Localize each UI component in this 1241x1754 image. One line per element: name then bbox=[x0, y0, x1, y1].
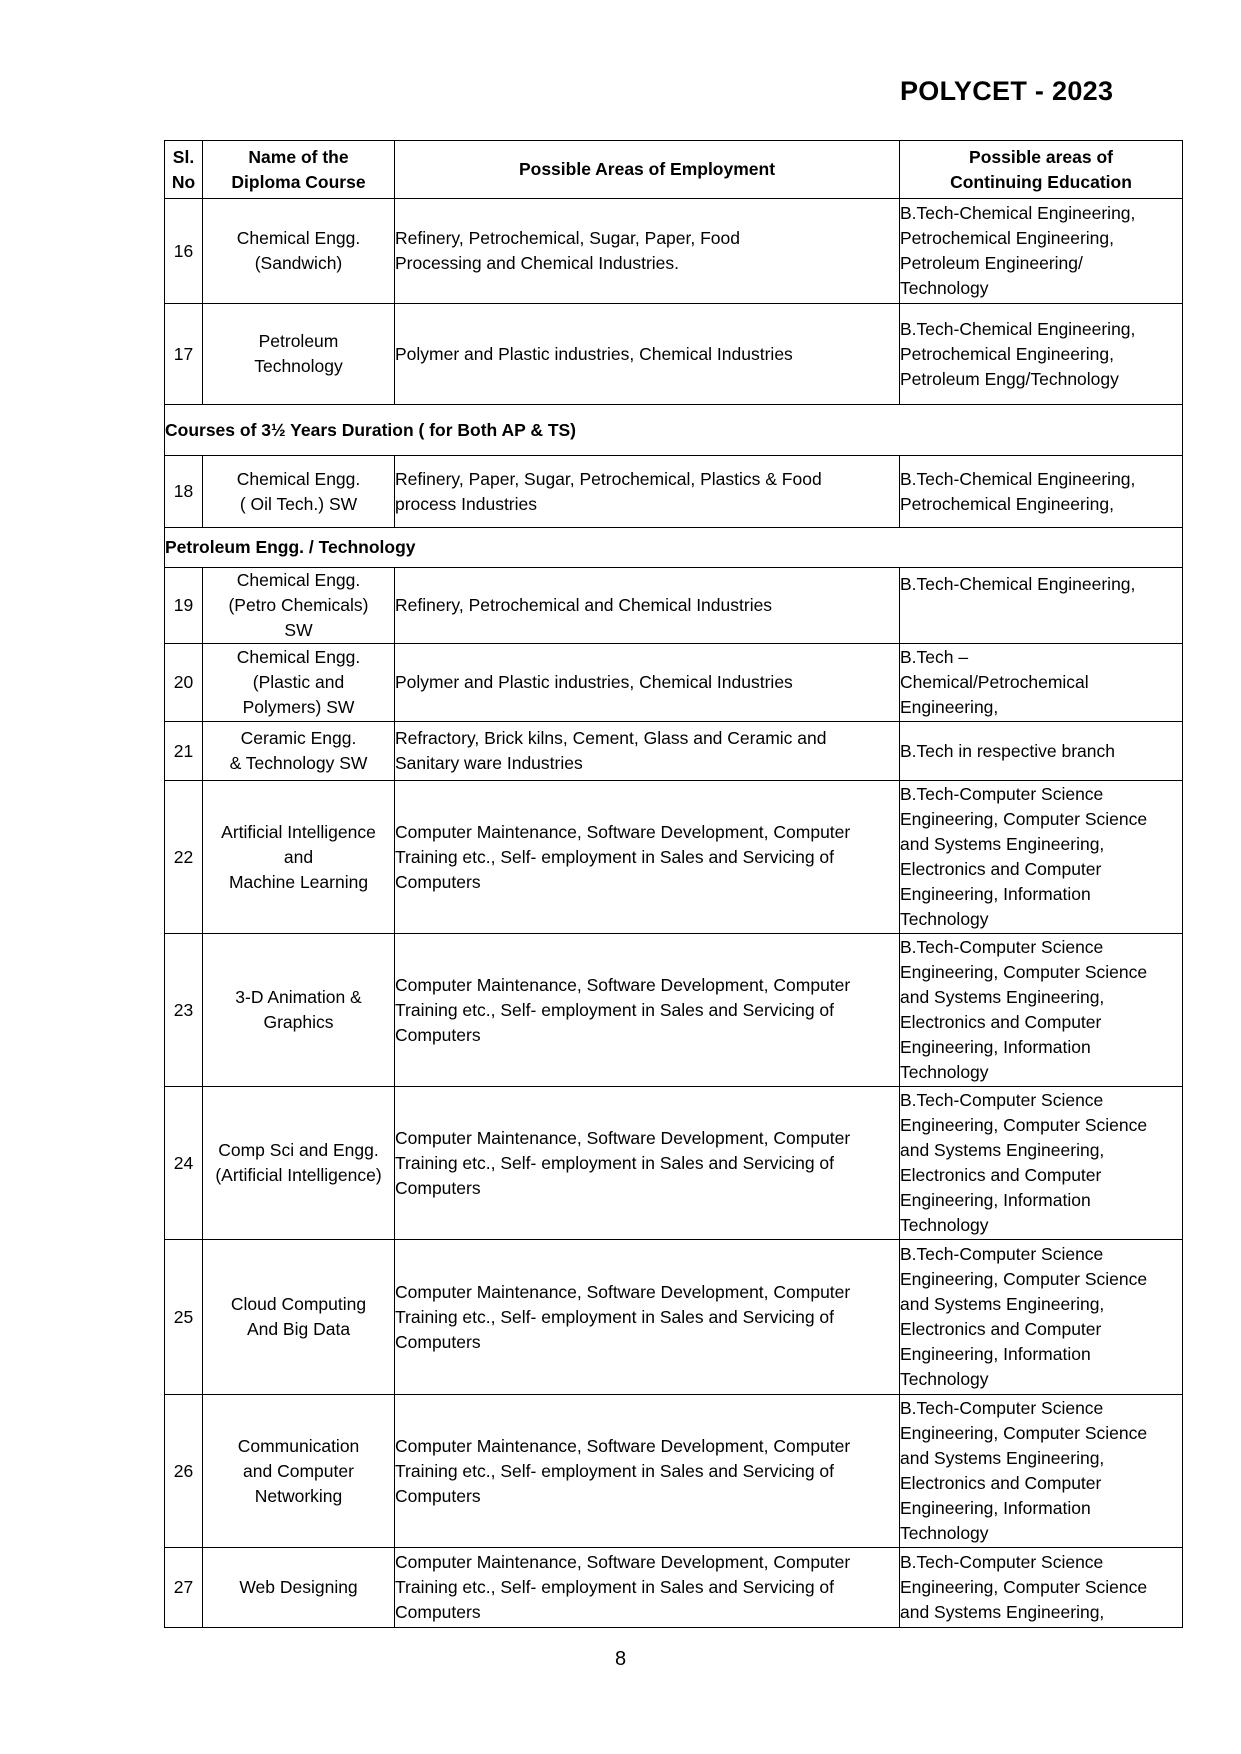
education-areas: B.Tech-Computer Science Engineering, Computer Science and Systems Engineering, Electronics and Computer Engineering, Information Technology bbox=[900, 1087, 1183, 1240]
column-header-course: Name of the Diploma Course bbox=[203, 141, 395, 199]
education-areas: B.Tech-Computer Science Engineering, Computer Science and Systems Engineering, Electronics and Computer Engineering, Information Technology bbox=[900, 781, 1183, 934]
employment-areas: Polymer and Plastic industries, Chemical Industries bbox=[395, 644, 900, 722]
course-name: Chemical Engg. ( Oil Tech.) SW bbox=[203, 456, 395, 528]
course-name: 3-D Animation & Graphics bbox=[203, 934, 395, 1087]
employment-areas: Computer Maintenance, Software Development, Computer Training etc., Self- employment in Sales and Servicing of Computers bbox=[395, 934, 900, 1087]
course-name: Comp Sci and Engg. (Artificial Intelligence) bbox=[203, 1087, 395, 1240]
course-name: Communication and Computer Networking bbox=[203, 1395, 395, 1548]
table-row bbox=[165, 304, 1183, 405]
education-areas: B.Tech – Chemical/Petrochemical Engineering, bbox=[900, 644, 1183, 722]
row-number: 20 bbox=[165, 644, 203, 722]
employment-areas: Computer Maintenance, Software Development, Computer Training etc., Self- employment in Sales and Servicing of Computers bbox=[395, 1240, 900, 1395]
employment-areas: Computer Maintenance, Software Development, Computer Training etc., Self- employment in Sales and Servicing of Computers bbox=[395, 1548, 900, 1628]
table-row bbox=[165, 934, 1183, 1087]
education-areas: B.Tech-Computer Science Engineering, Computer Science and Systems Engineering, Electronics and Computer Engineering, Information Technology bbox=[900, 1395, 1183, 1548]
row-number: 21 bbox=[165, 722, 203, 781]
course-name: Chemical Engg. (Petro Chemicals) SW bbox=[203, 568, 395, 644]
section-heading-3-5-years: Courses of 3½ Years Duration ( for Both AP & TS) bbox=[165, 405, 1183, 456]
table-row bbox=[165, 1395, 1183, 1548]
column-header-employment: Possible Areas of Employment bbox=[395, 141, 900, 199]
section-heading-row bbox=[165, 405, 1183, 456]
course-name: Chemical Engg. (Sandwich) bbox=[203, 199, 395, 304]
column-header-sl-no: Sl. No bbox=[165, 141, 203, 199]
row-number: 27 bbox=[165, 1548, 203, 1628]
education-areas: B.Tech-Computer Science Engineering, Computer Science and Systems Engineering, Electronics and Computer Engineering, Information Technology bbox=[900, 1240, 1183, 1395]
row-number: 24 bbox=[165, 1087, 203, 1240]
table-row bbox=[165, 722, 1183, 781]
education-areas: B.Tech-Chemical Engineering, Petrochemical Engineering, Petroleum Engineering/ Technology bbox=[900, 199, 1183, 304]
education-areas: B.Tech-Chemical Engineering, Petrochemical Engineering, bbox=[900, 456, 1183, 528]
row-number: 17 bbox=[165, 304, 203, 405]
employment-areas: Refinery, Petrochemical and Chemical Industries bbox=[395, 568, 900, 644]
row-number: 25 bbox=[165, 1240, 203, 1395]
diploma-course-table bbox=[164, 140, 1183, 1628]
course-name: Ceramic Engg. & Technology SW bbox=[203, 722, 395, 781]
document-title: POLYCET - 2023 bbox=[900, 76, 1114, 106]
employment-areas: Refinery, Paper, Sugar, Petrochemical, Plastics & Food process Industries bbox=[395, 456, 900, 528]
row-number: 22 bbox=[165, 781, 203, 934]
row-number: 16 bbox=[165, 199, 203, 304]
employment-areas: Polymer and Plastic industries, Chemical Industries bbox=[395, 304, 900, 405]
employment-areas: Refractory, Brick kilns, Cement, Glass and Ceramic and Sanitary ware Industries bbox=[395, 722, 900, 781]
table-row bbox=[165, 199, 1183, 304]
section-heading-row bbox=[165, 528, 1183, 568]
row-number: 23 bbox=[165, 934, 203, 1087]
row-number: 18 bbox=[165, 456, 203, 528]
employment-areas: Computer Maintenance, Software Development, Computer Training etc., Self- employment in Sales and Servicing of Computers bbox=[395, 781, 900, 934]
course-name: Petroleum Technology bbox=[203, 304, 395, 405]
page-number: 8 bbox=[614, 1648, 627, 1670]
table-row bbox=[165, 644, 1183, 722]
education-areas: B.Tech-Computer Science Engineering, Computer Science and Systems Engineering, Electronics and Computer Engineering, Information Technology bbox=[900, 934, 1183, 1087]
table-row bbox=[165, 1548, 1183, 1628]
education-areas: B.Tech-Chemical Engineering, bbox=[900, 568, 1183, 644]
education-areas: B.Tech in respective branch bbox=[900, 722, 1183, 781]
employment-areas: Computer Maintenance, Software Development, Computer Training etc., Self- employment in Sales and Servicing of Computers bbox=[395, 1087, 900, 1240]
table-row bbox=[165, 568, 1183, 644]
section-heading-petroleum: Petroleum Engg. / Technology bbox=[165, 528, 1183, 568]
course-name: Web Designing bbox=[203, 1548, 395, 1628]
course-name: Artificial Intelligence and Machine Learning bbox=[203, 781, 395, 934]
employment-areas: Refinery, Petrochemical, Sugar, Paper, Food Processing and Chemical Industries. bbox=[395, 199, 900, 304]
row-number: 26 bbox=[165, 1395, 203, 1548]
course-name: Cloud Computing And Big Data bbox=[203, 1240, 395, 1395]
course-name: Chemical Engg. (Plastic and Polymers) SW bbox=[203, 644, 395, 722]
table-header-row bbox=[165, 141, 1183, 199]
row-number: 19 bbox=[165, 568, 203, 644]
education-areas: B.Tech-Computer Science Engineering, Computer Science and Systems Engineering, bbox=[900, 1548, 1183, 1628]
column-header-education: Possible areas of Continuing Education bbox=[900, 141, 1183, 199]
table-row bbox=[165, 1240, 1183, 1395]
table-row bbox=[165, 781, 1183, 934]
education-areas: B.Tech-Chemical Engineering, Petrochemical Engineering, Petroleum Engg/Technology bbox=[900, 304, 1183, 405]
table-row bbox=[165, 456, 1183, 528]
table-row bbox=[165, 1087, 1183, 1240]
employment-areas: Computer Maintenance, Software Development, Computer Training etc., Self- employment in Sales and Servicing of Computers bbox=[395, 1395, 900, 1548]
